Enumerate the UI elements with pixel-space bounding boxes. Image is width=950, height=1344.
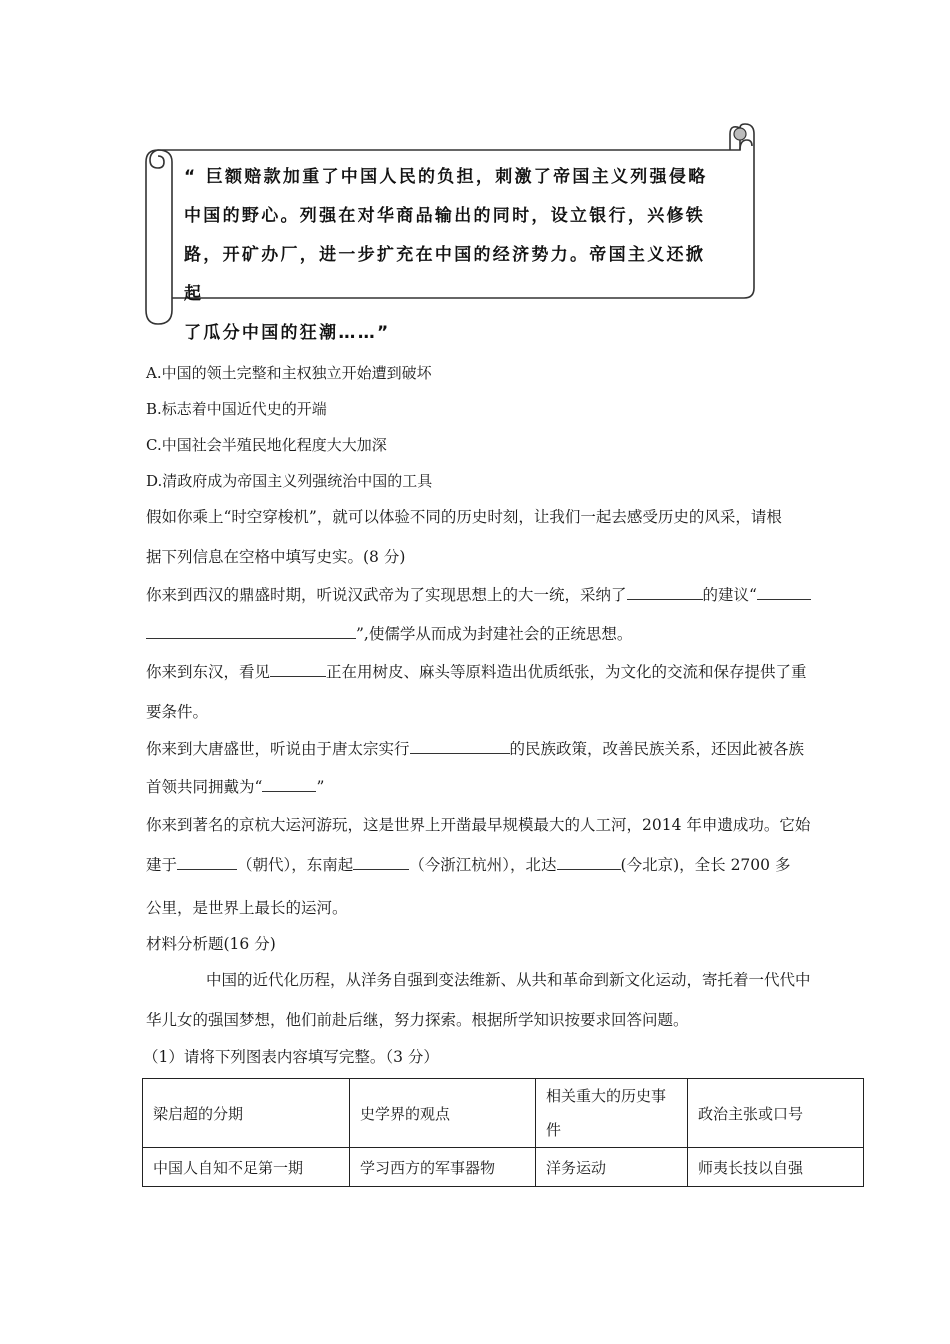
tang-text-b: 的民族政策，改善民族关系，还因此被各族 bbox=[509, 740, 805, 758]
q2-xihan-line1 bbox=[146, 583, 811, 605]
q2-intro-line1: 假如你乘上“时空穿梭机”，就可以体验不同的历史时刻，让我们一起去感受历史的风采，请根 bbox=[146, 508, 782, 526]
q2-xihan-line2 bbox=[146, 622, 632, 644]
table-cell: 学习西方的军事器物 bbox=[350, 1148, 536, 1187]
quote-line: 了瓜分中国的狂潮……” bbox=[184, 323, 391, 343]
answer-blank-title[interactable] bbox=[262, 776, 316, 792]
q2-canal-line2 bbox=[146, 853, 790, 875]
table-cell: 师夷长技以自强 bbox=[688, 1148, 864, 1187]
table-header-cell: 政治主张或口号 bbox=[688, 1079, 864, 1148]
tang-text-a: 你来到大唐盛世，听说由于唐太宗实行 bbox=[146, 740, 410, 758]
option-a: A.中国的领土完整和主权独立开始遭到破坏 bbox=[146, 364, 432, 382]
q2-tang-line1 bbox=[146, 737, 804, 759]
canal-text-a: 建于 bbox=[146, 856, 178, 874]
table-cell: 洋务运动 bbox=[536, 1148, 688, 1187]
answer-blank-person[interactable] bbox=[627, 584, 703, 600]
quote-line: 路，开矿办厂，进一步扩充在中国的经济势力。帝国主义还掀起 bbox=[184, 245, 706, 304]
table-header-cell: 梁启超的分期 bbox=[143, 1079, 350, 1148]
q2-donghan-line2: 要条件。 bbox=[146, 703, 209, 721]
xihan-text-a: 你来到西汉的鼎盛时期，听说汉武帝为了实现思想上的大一统，采纳了 bbox=[146, 586, 627, 604]
table-cell: 中国人自知不足第一期 bbox=[143, 1148, 350, 1187]
answer-blank-proposal-start[interactable] bbox=[757, 584, 811, 600]
q2-intro-line2: 据下列信息在空格中填写史实。(8 分) bbox=[146, 548, 406, 566]
xihan-text-c: ”,使儒学从而成为封建社会的正统思想。 bbox=[356, 625, 633, 643]
table-row bbox=[143, 1148, 864, 1187]
answer-blank-north-end[interactable] bbox=[557, 854, 621, 870]
answer-blank-policy[interactable] bbox=[410, 738, 510, 754]
tang-text-c: 首领共同拥戴为“ bbox=[146, 778, 263, 796]
quote-text bbox=[184, 158, 724, 353]
q3-intro-line2: 华儿女的强国梦想，他们前赴后继，努力探索。根据所学知识按要求回答问题。 bbox=[146, 1011, 689, 1029]
answer-blank-papermaker[interactable] bbox=[270, 661, 326, 677]
q2-tang-line2 bbox=[146, 775, 324, 797]
table-header-cell-line: 相关重大的历史事 bbox=[546, 1087, 667, 1105]
option-c: C.中国社会半殖民地化程度大大加深 bbox=[146, 436, 387, 454]
q3-intro-line1: 中国的近代化历程，从洋务自强到变法维新、从共和革命到新文化运动，寄托着一代代中 bbox=[206, 971, 811, 989]
quote-scroll bbox=[140, 120, 760, 343]
history-table bbox=[142, 1078, 864, 1187]
quote-line: “ 巨额赔款加重了中国人民的负担，刺激了帝国主义列强侵略 bbox=[184, 167, 708, 187]
q2-canal-line3: 公里，是世界上最长的运河。 bbox=[146, 899, 348, 917]
donghan-text-b: 正在用树皮、麻头等原料造出优质纸张，为文化的交流和保存提供了重 bbox=[326, 663, 807, 681]
q2-donghan-line1 bbox=[146, 660, 807, 682]
table-header-cell bbox=[536, 1079, 688, 1148]
answer-blank-south-end[interactable] bbox=[353, 854, 409, 870]
q3-sub1: （1）请将下列图表内容填写完整。（3 分） bbox=[143, 1048, 439, 1066]
xihan-text-b: 的建议“ bbox=[702, 586, 757, 604]
table-header-row bbox=[143, 1079, 864, 1148]
q3-heading: 材料分析题(16 分) bbox=[146, 935, 276, 953]
option-d: D.清政府成为帝国主义列强统治中国的工具 bbox=[146, 472, 433, 490]
answer-blank-dynasty[interactable] bbox=[177, 854, 237, 870]
canal-text-c: （今浙江杭州），北达 bbox=[409, 856, 557, 874]
option-b: B.标志着中国近代史的开端 bbox=[146, 400, 327, 418]
table-header-cell: 史学界的观点 bbox=[350, 1079, 536, 1148]
canal-text-d: (今北京)，全长 2700 多 bbox=[620, 856, 791, 874]
tang-text-d: ” bbox=[316, 778, 325, 796]
table-header-cell-line: 件 bbox=[546, 1121, 562, 1139]
quote-line: 中国的野心。列强在对华商品输出的同时，设立银行，兴修铁 bbox=[184, 206, 706, 226]
donghan-text-a: 你来到东汉，看见 bbox=[146, 663, 271, 681]
q2-canal-line1: 你来到著名的京杭大运河游玩，这是世界上开凿最早规模最大的人工河，2014 年申遗成功。它始 bbox=[146, 816, 811, 834]
canal-text-b: （朝代），东南起 bbox=[237, 856, 354, 874]
answer-blank-proposal[interactable] bbox=[146, 623, 356, 639]
